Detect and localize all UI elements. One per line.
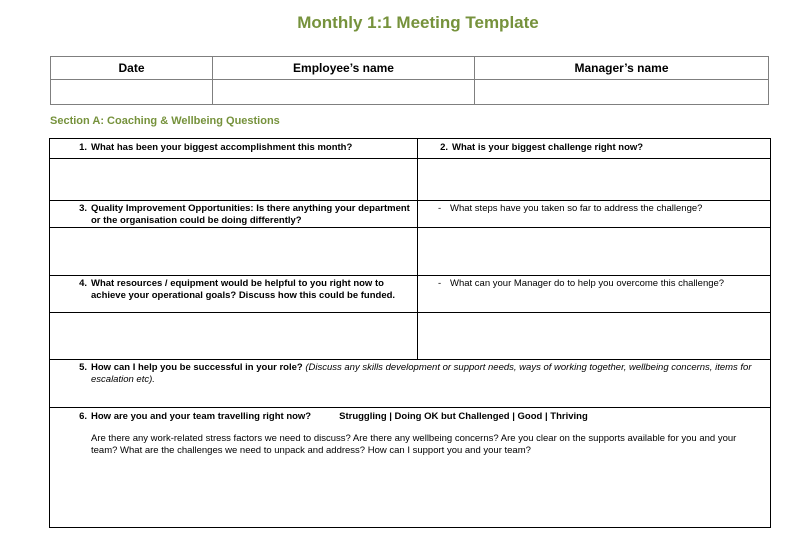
question-5: 5. How can I help you be successful in your role? (Discuss any skills development or support needs, ways of working together, wellbeing concerns, items for escalation etc). xyxy=(50,360,771,408)
question-1: 1. What has been your biggest accomplishment this month? xyxy=(50,139,418,159)
question-1-text: What has been your biggest accomplishment this month? xyxy=(91,142,353,153)
wellbeing-scale: Struggling | Doing OK but Challenged | Good | Thriving xyxy=(339,411,588,422)
answer-3-field[interactable] xyxy=(50,228,418,276)
questions-table xyxy=(49,138,771,528)
question-3-text: Quality Improvement Opportunities: Is there anything your department or the organisation could be doing differently? xyxy=(91,203,410,226)
employee-name-header: Employee’s name xyxy=(213,57,475,80)
date-field[interactable] xyxy=(51,80,213,105)
question-2a: - What steps have you taken so far to address the challenge? xyxy=(418,201,771,228)
manager-name-header: Manager’s name xyxy=(475,57,769,80)
question-2: 2. What is your biggest challenge right now? xyxy=(418,139,771,159)
question-2b: - What can your Manager do to help you overcome this challenge? xyxy=(418,276,771,313)
question-6-followup: Are there any work-related stress factors we need to discuss? Are there any wellbeing concerns? Are you clear on the supports available for you and your team? What are the challenges we need to unpack and address? How can I support you and your team? xyxy=(91,433,737,456)
question-6[interactable]: 6. How are you and your team travelling right now? Struggling | Doing OK but Challenged | Good | Thriving Are there any work-related stress factors we need to discuss? Are there any wellbeing concerns? Are you clear on the supports available for you and your team? What are the challenges we need to unpack and address? How can I support you and your team? xyxy=(50,408,771,528)
date-header: Date xyxy=(51,57,213,80)
question-4: 4. What resources / equipment would be helpful to you right now to achieve your operational goals? Discuss how this could be funded. xyxy=(50,276,418,313)
section-a-heading: Section A: Coaching & Wellbeing Questions xyxy=(50,115,280,127)
employee-name-field[interactable] xyxy=(213,80,475,105)
question-2b-text: What can your Manager do to help you overcome this challenge? xyxy=(450,278,725,289)
answer-2-field[interactable] xyxy=(418,159,771,201)
question-2a-text: What steps have you taken so far to address the challenge? xyxy=(450,203,703,214)
answer-1-field[interactable] xyxy=(50,159,418,201)
question-6-text: How are you and your team travelling right now? xyxy=(91,411,312,422)
question-2-text: What is your biggest challenge right now? xyxy=(452,142,644,153)
question-5-text: How can I help you be successful in your role? xyxy=(91,362,303,373)
answer-2b-field[interactable] xyxy=(418,313,771,360)
page-title: Monthly 1:1 Meeting Template xyxy=(297,13,539,32)
question-4-text: What resources / equipment would be helpful to you right now to achieve your operational goals? Discuss how this could be funded. xyxy=(91,278,396,301)
manager-name-field[interactable] xyxy=(475,80,769,105)
answer-4-field[interactable] xyxy=(50,313,418,360)
question-3: 3. Quality Improvement Opportunities: Is there anything your department or the organisation could be doing differently? xyxy=(50,201,418,228)
question-5-note: (Discuss any skills development or support needs, ways of working together, wellbeing concerns, items for escalation etc). xyxy=(91,362,752,385)
answer-2a-field[interactable] xyxy=(418,228,771,276)
header-table xyxy=(50,56,769,105)
